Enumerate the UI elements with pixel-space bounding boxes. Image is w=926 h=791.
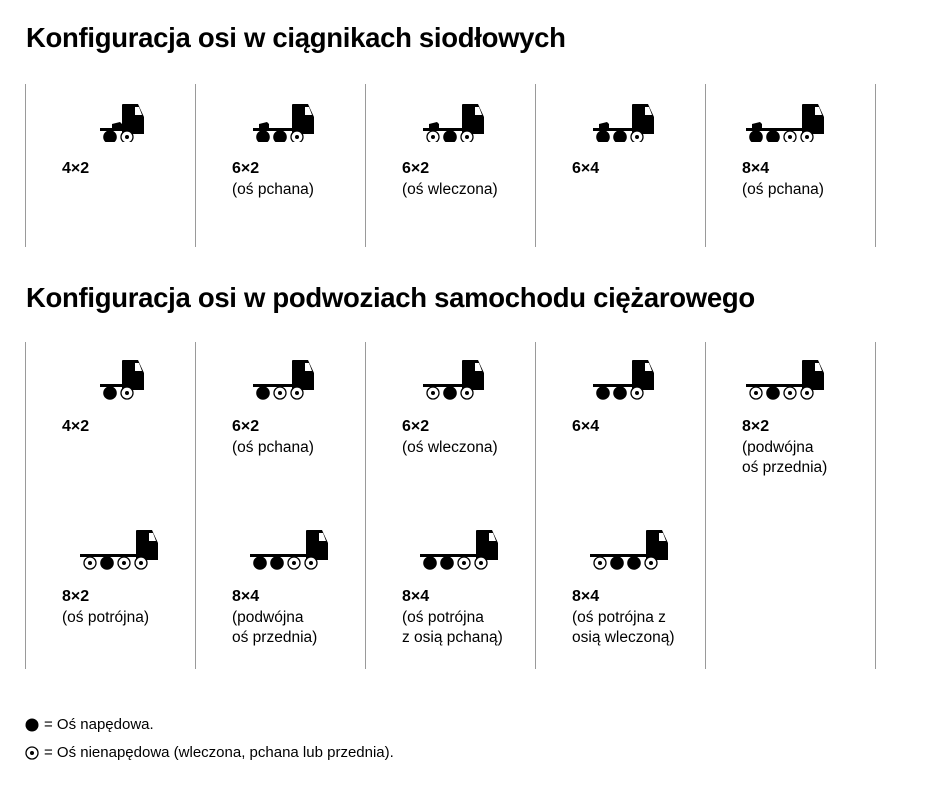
chassis-beam bbox=[100, 128, 125, 131]
driven-axle-icon bbox=[270, 556, 284, 570]
legend-non-driven-text: = Oś nienapędowa (wleczona, pchana lub przednia). bbox=[44, 744, 394, 761]
cab-icon bbox=[462, 360, 484, 390]
driven-axle-icon bbox=[443, 386, 457, 400]
axle-config-cell bbox=[705, 342, 875, 492]
axle-config-description: (oś potrójna) bbox=[62, 609, 150, 626]
driven-axle-icon bbox=[256, 386, 270, 400]
truck-axle-diagram bbox=[365, 512, 505, 570]
truck-axle-diagram bbox=[705, 84, 845, 142]
non-driven-axle-hub bbox=[309, 561, 313, 565]
axle-config-code: 8×2 bbox=[742, 418, 770, 435]
axle-config-cell bbox=[195, 342, 365, 492]
column-separator bbox=[875, 84, 876, 247]
axle-config-cell bbox=[365, 84, 535, 234]
cab-icon bbox=[122, 360, 144, 390]
non-driven-axle-hub bbox=[292, 561, 296, 565]
truck-axle-diagram bbox=[25, 512, 165, 570]
non-driven-axle-hub bbox=[598, 561, 602, 565]
chassis-beam bbox=[253, 384, 295, 387]
axle-config-code: 6×2 bbox=[402, 418, 430, 435]
axle-config-cell bbox=[535, 84, 705, 234]
non-driven-axle-hub bbox=[278, 391, 282, 395]
axle-config-description: (podwójna bbox=[232, 609, 304, 626]
non-driven-axle-hub bbox=[139, 561, 143, 565]
cab-icon bbox=[632, 360, 654, 390]
non-driven-axle-hub bbox=[805, 391, 809, 395]
fifth-wheel-icon bbox=[112, 122, 122, 128]
axle-config-cell bbox=[195, 84, 365, 234]
axle-config-cell bbox=[25, 84, 195, 234]
non-driven-axle-hub bbox=[122, 561, 126, 565]
axle-config-cell bbox=[535, 512, 705, 662]
cab-icon bbox=[802, 104, 824, 134]
driven-axle-icon bbox=[100, 556, 114, 570]
fifth-wheel-icon bbox=[429, 122, 439, 128]
axle-config-cell bbox=[535, 342, 705, 492]
axle-config-code: 6×4 bbox=[572, 160, 600, 177]
non-driven-axle-hub bbox=[805, 135, 809, 139]
legend-driven-text: = Oś napędowa. bbox=[44, 716, 154, 733]
non-driven-axle-hub bbox=[88, 561, 92, 565]
axle-config-cell bbox=[195, 512, 365, 662]
driven-axle-icon bbox=[596, 130, 610, 142]
column-separator bbox=[875, 342, 876, 669]
cab-icon bbox=[306, 530, 328, 560]
axle-config-description: (oś pchana) bbox=[742, 181, 824, 198]
truck-axle-diagram bbox=[25, 84, 165, 142]
truck-axle-diagram bbox=[535, 342, 675, 400]
section-title-rigid-trucks: Konfiguracja osi w podwoziach samochodu ciężarowego bbox=[26, 282, 755, 313]
truck-axle-diagram bbox=[535, 84, 675, 142]
driven-axle-icon bbox=[613, 386, 627, 400]
legend-non-driven-axle bbox=[24, 744, 394, 761]
non-driven-axle-hub bbox=[788, 135, 792, 139]
non-driven-axle-hub bbox=[295, 391, 299, 395]
axle-config-description: oś przednia) bbox=[232, 629, 318, 646]
non-driven-axle-hub bbox=[431, 391, 435, 395]
driven-axle-icon bbox=[613, 130, 627, 142]
axle-config-code: 6×4 bbox=[572, 418, 600, 435]
non-driven-axle-hub bbox=[635, 135, 639, 139]
non-driven-axle-hub bbox=[462, 561, 466, 565]
non-driven-axle-icon bbox=[24, 745, 40, 761]
axle-config-code: 6×2 bbox=[402, 160, 430, 177]
axle-config-description: z osią pchaną) bbox=[402, 629, 503, 646]
truck-axle-diagram bbox=[705, 342, 845, 400]
cab-icon bbox=[292, 104, 314, 134]
non-driven-axle-hub bbox=[754, 391, 758, 395]
section-title-tractors: Konfiguracja osi w ciągnikach siodłowych bbox=[26, 22, 566, 53]
chassis-beam bbox=[593, 384, 635, 387]
truck-axle-diagram bbox=[195, 342, 335, 400]
non-driven-axle-hub bbox=[635, 391, 639, 395]
axle-config-cell bbox=[25, 512, 195, 662]
chassis-beam bbox=[100, 384, 125, 387]
driven-axle-icon bbox=[440, 556, 454, 570]
axle-config-description: oś przednia) bbox=[742, 459, 828, 476]
chassis-beam bbox=[423, 128, 465, 131]
truck-axle-diagram bbox=[535, 512, 675, 570]
cab-icon bbox=[646, 530, 668, 560]
axle-config-description: (oś wleczona) bbox=[402, 181, 498, 198]
cab-icon bbox=[632, 104, 654, 134]
cab-icon bbox=[136, 530, 158, 560]
axle-config-description: (oś potrójna bbox=[402, 609, 484, 626]
axle-config-description: (oś pchana) bbox=[232, 181, 314, 198]
axle-config-code: 8×2 bbox=[62, 588, 90, 605]
non-driven-axle-hub bbox=[788, 391, 792, 395]
driven-axle-icon bbox=[766, 130, 780, 142]
axle-config-cell bbox=[25, 342, 195, 492]
truck-axle-diagram bbox=[195, 512, 335, 570]
non-driven-axle-hub bbox=[479, 561, 483, 565]
driven-axle-icon bbox=[103, 130, 117, 142]
driven-axle-icon bbox=[103, 386, 117, 400]
driven-axle-icon bbox=[627, 556, 641, 570]
axle-config-code: 8×4 bbox=[742, 160, 770, 177]
cab-icon bbox=[292, 360, 314, 390]
driven-axle-icon bbox=[766, 386, 780, 400]
truck-axle-diagram bbox=[25, 342, 165, 400]
driven-axle-icon bbox=[423, 556, 437, 570]
driven-axle-icon bbox=[253, 556, 267, 570]
truck-axle-diagram bbox=[365, 84, 505, 142]
axle-config-cell bbox=[365, 342, 535, 492]
non-driven-axle-hub bbox=[295, 135, 299, 139]
driven-axle-icon bbox=[256, 130, 270, 142]
non-driven-axle-hub bbox=[465, 135, 469, 139]
non-driven-axle-hub bbox=[125, 391, 129, 395]
axle-config-code: 8×4 bbox=[572, 588, 600, 605]
legend-driven-axle bbox=[24, 716, 154, 733]
non-driven-axle-hub bbox=[125, 135, 129, 139]
fifth-wheel-icon bbox=[599, 122, 609, 128]
axle-config-description: (oś pchana) bbox=[232, 439, 314, 456]
axle-config-code: 4×2 bbox=[62, 160, 90, 177]
axle-config-code: 6×2 bbox=[232, 418, 260, 435]
driven-axle-icon bbox=[443, 130, 457, 142]
driven-axle-icon bbox=[24, 717, 40, 733]
cab-icon bbox=[476, 530, 498, 560]
non-driven-axle-hub bbox=[649, 561, 653, 565]
driven-axle-icon bbox=[749, 130, 763, 142]
axle-config-code: 4×2 bbox=[62, 418, 90, 435]
driven-axle-icon bbox=[273, 130, 287, 142]
cab-icon bbox=[122, 104, 144, 134]
axle-config-description: (podwójna bbox=[742, 439, 814, 456]
driven-axle-icon bbox=[610, 556, 624, 570]
axle-config-code: 8×4 bbox=[402, 588, 430, 605]
cab-icon bbox=[802, 360, 824, 390]
truck-axle-diagram bbox=[195, 84, 335, 142]
axle-config-cell bbox=[705, 84, 875, 234]
chassis-beam bbox=[253, 128, 295, 131]
driven-axle-icon bbox=[596, 386, 610, 400]
non-driven-axle-hub bbox=[431, 135, 435, 139]
axle-config-description: (oś potrójna z bbox=[572, 609, 666, 626]
chassis-beam bbox=[593, 128, 635, 131]
chassis-beam bbox=[423, 384, 465, 387]
axle-config-description: (oś wleczona) bbox=[402, 439, 498, 456]
cab-icon bbox=[462, 104, 484, 134]
fifth-wheel-icon bbox=[752, 122, 762, 128]
axle-config-cell bbox=[365, 512, 535, 662]
non-driven-axle-hub bbox=[465, 391, 469, 395]
truck-axle-diagram bbox=[365, 342, 505, 400]
axle-config-code: 6×2 bbox=[232, 160, 260, 177]
axle-config-code: 8×4 bbox=[232, 588, 260, 605]
fifth-wheel-icon bbox=[259, 122, 269, 128]
axle-config-description: osią wleczoną) bbox=[572, 629, 675, 646]
